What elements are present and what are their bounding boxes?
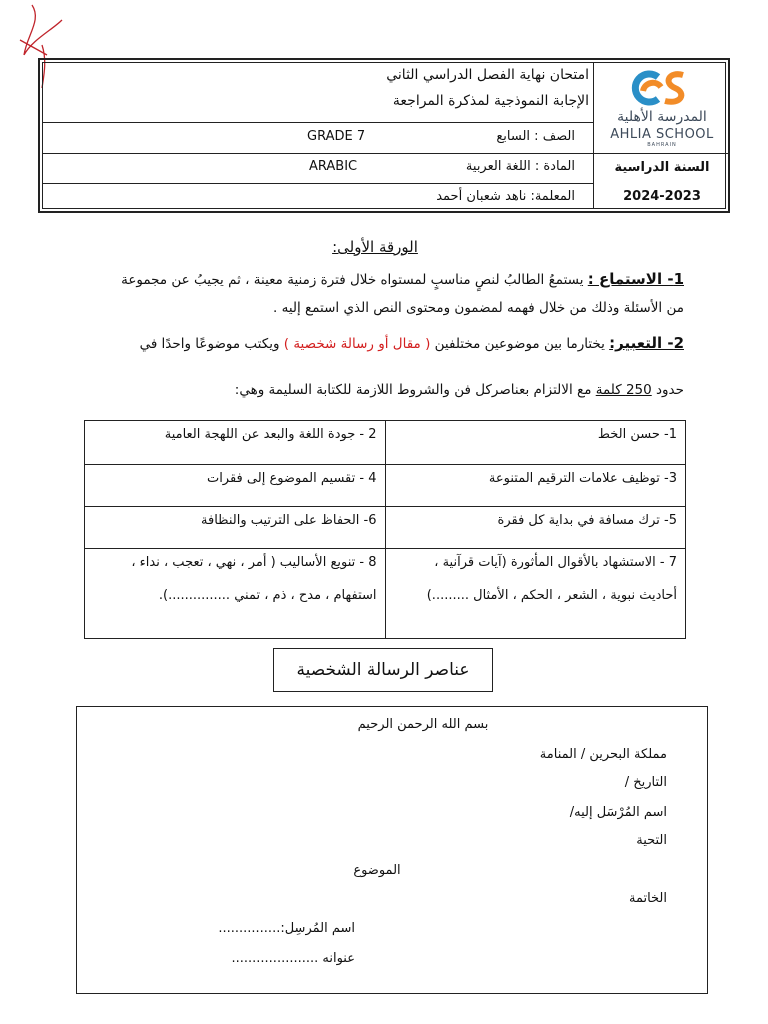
criteria-cell <box>385 549 686 639</box>
grade-ar: الصف : السابع <box>496 129 575 144</box>
exam-subtitle: الإجابة النموذجية لمذكرة المراجعة <box>392 93 589 109</box>
listening-line <box>84 270 684 288</box>
criteria-cell: 4 - تقسيم الموضوع إلى فقرات <box>85 465 386 507</box>
criteria-cell-line: 7 - الاستشهاد بالأقوال المأثورة (آيات قرآنية ، <box>434 555 677 570</box>
teacher-name: المعلمة: ناهد شعبان أحمد <box>436 189 575 204</box>
letter-address: عنوانه ..................... <box>231 951 355 966</box>
writing-text-red: ( مقال أو رسالة شخصية ) <box>283 336 431 352</box>
criteria-cell <box>85 549 386 639</box>
writing-text-a: يختارما بين موضوعين مختلفين <box>430 336 610 352</box>
criteria-cell: 5- ترك مسافة في بداية كل فقرة <box>385 507 686 549</box>
listening-text: يستمعُ الطالبُ لنصٍ مناسبٍ لمستواه خلال فترة زمنية معينة ، ثم يجيبُ عن مجموعة <box>121 272 588 288</box>
subject-en: ARABIC <box>309 159 358 174</box>
grade-en: GRADE 7 <box>307 129 366 144</box>
criteria-cell: 6- الحفاظ على الترتيب والنظافة <box>85 507 386 549</box>
year-value: 2024-2023 <box>623 189 701 204</box>
letter-title: عناصر الرسالة الشخصية <box>273 648 493 692</box>
limit-words: 250 كلمة <box>595 382 652 398</box>
criteria-cell-line: أحاديث نبوية ، الشعر ، الحكم ، الأمثال .........) <box>426 588 677 603</box>
listening-label: 1- الاستماع : <box>587 270 684 288</box>
criteria-cell: 1- حسن الخط <box>385 421 686 465</box>
criteria-cell-line: استفهام ، مدح ، ذم ، تمني ...............). <box>158 588 377 603</box>
school-logo-icon <box>625 67 695 109</box>
writing-line <box>84 334 684 352</box>
letter-place: مملكة البحرين / المنامة <box>539 747 667 762</box>
letter-recipient: اسم المُرْسَل إليه/ <box>569 805 667 820</box>
limit-b: مع الالتزام بعناصركل فن والشروط اللازمة للكتابة السليمة وهي: <box>234 382 596 398</box>
school-name-ar: المدرسة الأهلية <box>617 109 707 125</box>
criteria-cell-line: 8 - تنويع الأساليب ( أمر ، نهي ، تعجب ، نداء ، <box>131 555 377 570</box>
basmala: بسم الله الرحمن الرحيم <box>357 717 489 732</box>
writing-label: 2- التعبير: <box>609 334 684 352</box>
limit-line <box>84 382 684 398</box>
limit-a: حدود <box>651 382 684 398</box>
criteria-cell: 2 - جودة اللغة والبعد عن اللهجة العامية <box>85 421 386 465</box>
listening-text-2: من الأسئلة وذلك من خلال فهمه لمضمون ومحتوى النص الذي استمع إليه . <box>273 300 684 316</box>
letter-sender: اسم المُرسِل:............... <box>218 921 355 936</box>
criteria-cell: 3- توظيف علامات الترقيم المتنوعة <box>385 465 686 507</box>
letter-date: التاريخ / <box>624 775 667 790</box>
criteria-table <box>84 420 686 639</box>
writing-text-b: ويكتب موضوعًا واحدًا في <box>139 336 284 352</box>
letter-subject: الموضوع <box>353 863 401 878</box>
school-logo <box>595 63 729 153</box>
letter-closing: الخاتمة <box>628 891 667 906</box>
letter-elements-box <box>76 706 708 994</box>
paper-title: الورقة الأولى: <box>332 238 418 256</box>
letter-greeting: التحية <box>636 833 667 848</box>
year-label: السنة الدراسية <box>614 160 710 175</box>
school-name-en: AHLIA SCHOOL <box>610 127 714 142</box>
exam-title: امتحان نهاية الفصل الدراسي الثاني <box>386 67 589 83</box>
header-table <box>38 58 730 213</box>
school-location: BAHRAIN <box>647 142 677 148</box>
subject-ar: المادة : اللغة العربية <box>465 159 575 174</box>
